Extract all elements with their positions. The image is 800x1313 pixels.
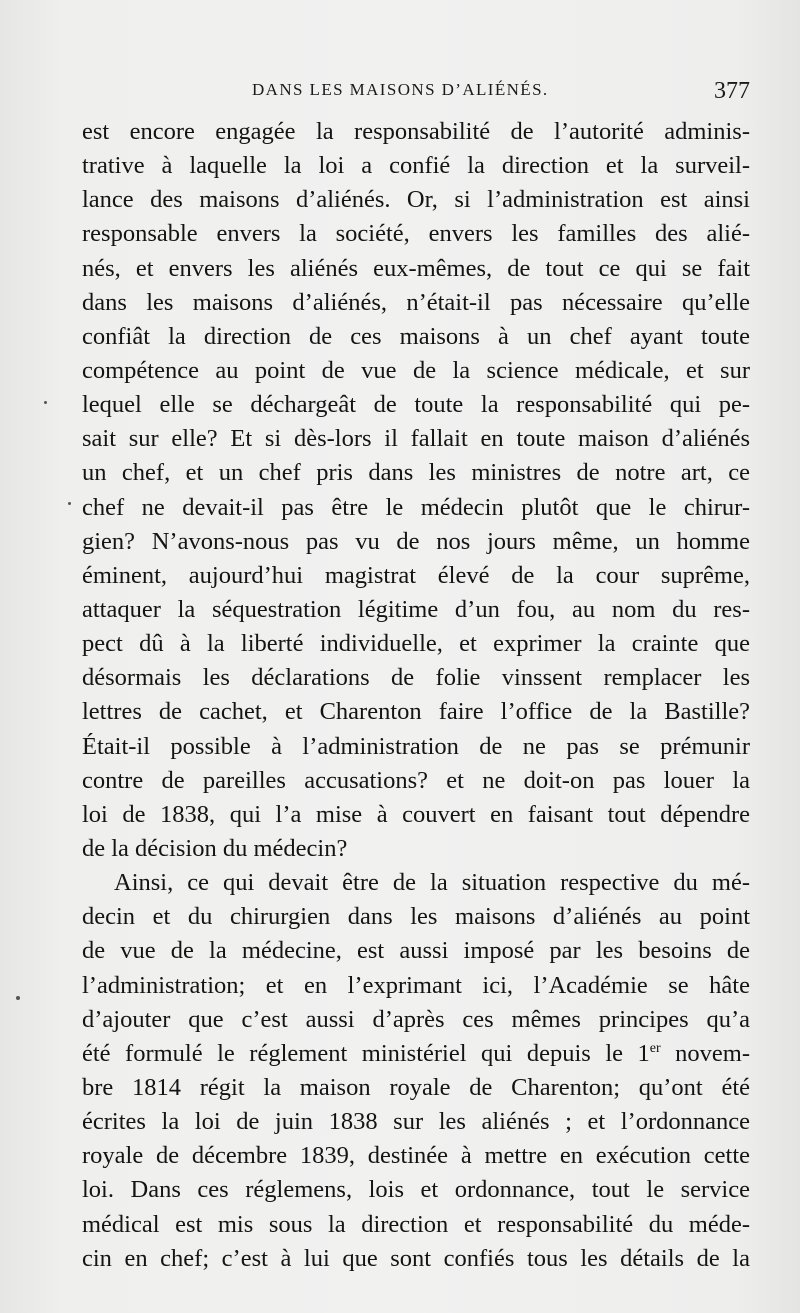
text-line: un chef, et un chef pris dans les ministres de notre art, ce — [82, 459, 750, 487]
text-line: responsable envers la société, envers les familles des alié- — [82, 220, 750, 248]
text-line: écrites la loi de juin 1838 sur les aliénés ; et l’ordonnance — [82, 1108, 750, 1136]
ink-speck — [16, 996, 20, 1000]
text-line: trative à laquelle la loi a confié la direction et la surveil- — [82, 152, 750, 180]
text-line: lequel elle se déchargeât de toute la responsabilité qui pe- — [82, 391, 750, 419]
paragraph-start-line: Ainsi, ce qui devait être de la situation respective du mé- — [114, 869, 750, 897]
line-tail: novem- — [660, 1039, 750, 1067]
text-line: royale de décembre 1839, destinée à mettre en exécution cette — [82, 1142, 750, 1170]
text-line: decin et du chirurgien dans les maisons d’aliénés au point — [82, 903, 750, 931]
text-line-with-superscript — [82, 1037, 750, 1071]
text-line: sait sur elle? Et si dès-lors il fallait en toute maison d’aliénés — [82, 425, 750, 453]
text-line: compétence au point de vue de la science médicale, et sur — [82, 356, 750, 384]
text-line: est encore engagée la responsabilité de l’autorité adminis- — [82, 118, 750, 145]
text-line: loi de 1838, qui l’a mise à couvert en faisant tout dépendre — [82, 800, 750, 828]
ink-speck — [44, 401, 47, 404]
text-line: contre de pareilles accusations? et ne doit-on pas louer la — [82, 766, 750, 794]
text-line: attaquer la séquestration légitime d’un fou, au nom du res- — [82, 595, 750, 623]
body-text — [82, 115, 750, 1276]
line-text: été formulé le réglement ministériel qui depuis le 1 — [82, 1039, 650, 1067]
text-line: désormais les déclarations de folie vinssent remplacer les — [82, 664, 750, 692]
text-line: cin en chef; c’est à lui que sont confiés tous les détails de la — [82, 1244, 750, 1272]
text-line: de vue de la médecine, est aussi imposé par les besoins de — [82, 937, 750, 965]
running-head: DANS LES MAISONS D’ALIÉNÉS. — [252, 80, 549, 99]
text-line: l’administration; et en l’exprimant ici, l’Académie se hâte — [82, 971, 750, 999]
text-line: lance des maisons d’aliénés. Or, si l’administration est ainsi — [82, 186, 750, 214]
ordinal-superscript: er — [649, 1040, 661, 1056]
text-line: loi. Dans ces réglemens, lois et ordonnance, tout le service — [82, 1176, 750, 1204]
text-line: d’ajouter que c’est aussi d’après ces mêmes principes qu’a — [82, 1005, 750, 1033]
text-line: Était-il possible à l’administration de ne pas se prémunir — [82, 732, 750, 760]
text-line: éminent, aujourd’hui magistrat élevé de la cour suprême, — [82, 561, 750, 589]
text-line: bre 1814 régit la maison royale de Charenton; qu’ont été — [82, 1073, 750, 1101]
text-line: pect dû à la liberté individuelle, et exprimer la crainte que — [82, 630, 750, 658]
text-line: lettres de cachet, et Charenton faire l’office de la Bastille? — [82, 698, 750, 726]
ink-speck — [68, 502, 71, 505]
text-line: gien? N’avons-nous pas vu de nos jours même, un homme — [82, 527, 750, 555]
text-line: dans les maisons d’aliénés, n’était-il pas nécessaire qu’elle — [82, 288, 750, 316]
text-line: nés, et envers les aliénés eux-mêmes, de tout ce qui se fait — [82, 254, 750, 282]
text-line: confiât la direction de ces maisons à un chef ayant toute — [82, 322, 750, 350]
text-line: chef ne devait-il pas être le médecin plutôt que le chirur- — [82, 493, 750, 521]
page-number: 377 — [714, 78, 750, 104]
page-header — [82, 78, 750, 112]
paragraph-end-line: de la décision du médecin? — [82, 834, 348, 862]
text-line: médical est mis sous la direction et responsabilité du méde- — [82, 1210, 750, 1238]
